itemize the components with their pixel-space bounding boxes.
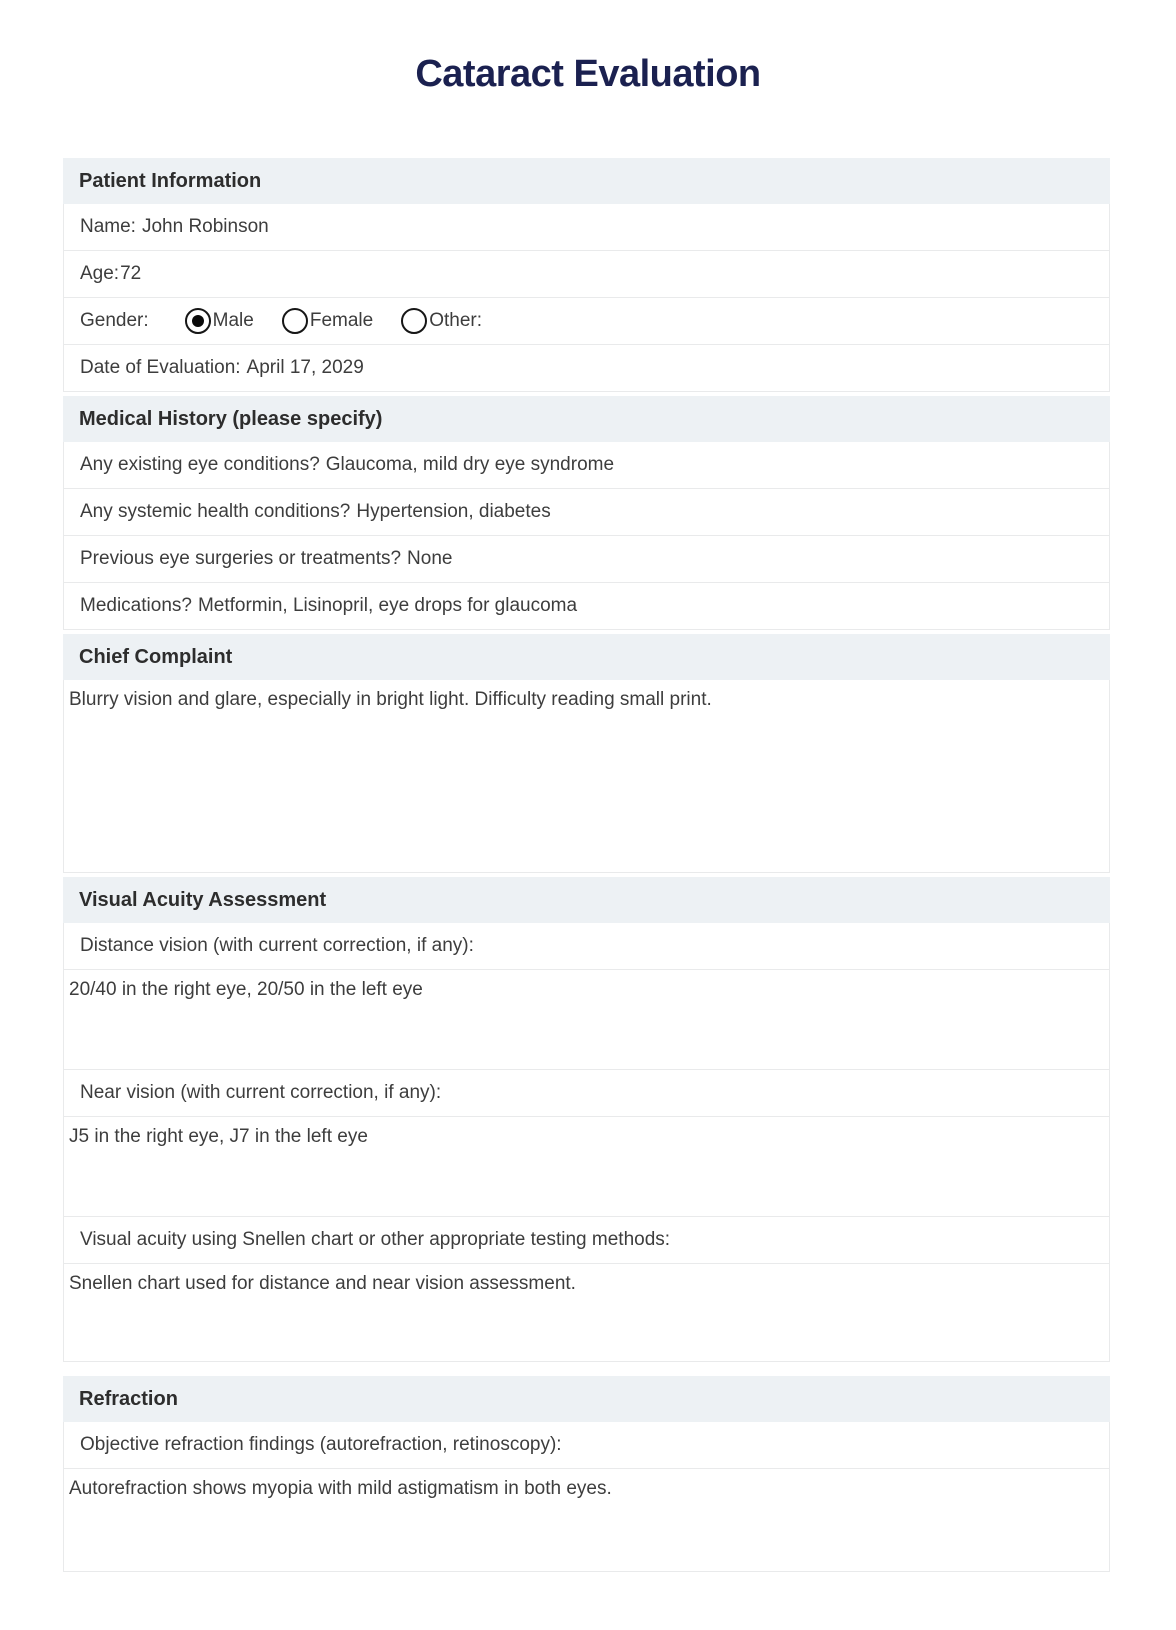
row-previous-surgeries	[63, 536, 1110, 583]
row-snellen-label	[63, 1217, 1110, 1264]
section-header-chief-complaint: Chief Complaint	[63, 634, 1110, 680]
radio-other[interactable]	[401, 308, 427, 334]
distance-vision-textarea[interactable]: 20/40 in the right eye, 20/50 in the left eye	[63, 970, 1110, 1070]
age-value[interactable]: 72	[120, 263, 142, 284]
gender-option-male	[185, 308, 254, 334]
snellen-method-label: Visual acuity using Snellen chart or other appropriate testing methods:	[80, 1229, 671, 1250]
gender-option-other	[401, 308, 482, 334]
radio-male-label: Male	[212, 310, 254, 331]
radio-male[interactable]	[185, 308, 211, 334]
row-medications	[63, 583, 1110, 630]
name-label: Name:	[80, 216, 136, 237]
radio-other-label: Other:	[429, 310, 483, 331]
medications-answer[interactable]: Metformin, Lisinopril, eye drops for glaucoma	[197, 595, 578, 616]
eye-conditions-question: Any existing eye conditions?	[80, 454, 320, 475]
systemic-conditions-answer[interactable]: Hypertension, diabetes	[356, 501, 551, 522]
section-header-visual-acuity: Visual Acuity Assessment	[63, 877, 1110, 923]
row-eye-conditions	[63, 442, 1110, 489]
row-age	[63, 251, 1110, 298]
chief-complaint-textarea[interactable]: Blurry vision and glare, especially in bright light. Difficulty reading small print.	[63, 680, 1110, 873]
systemic-conditions-question: Any systemic health conditions?	[80, 501, 351, 522]
near-vision-textarea[interactable]: J5 in the right eye, J7 in the left eye	[63, 1117, 1110, 1217]
medications-question: Medications?	[80, 595, 192, 616]
row-evaluation-date	[63, 345, 1110, 392]
section-header-patient-information: Patient Information	[63, 158, 1110, 204]
objective-refraction-label: Objective refraction findings (autorefraction, retinoscopy):	[80, 1434, 562, 1455]
row-systemic-conditions	[63, 489, 1110, 536]
cataract-evaluation-form	[63, 158, 1110, 1572]
row-distance-vision-label	[63, 923, 1110, 970]
gender-option-female	[282, 308, 373, 334]
row-objective-refraction-label	[63, 1422, 1110, 1469]
near-vision-label: Near vision (with current correction, if any):	[80, 1082, 442, 1103]
page-title: Cataract Evaluation	[415, 53, 761, 95]
section-header-refraction: Refraction	[63, 1376, 1110, 1422]
radio-female-label: Female	[309, 310, 374, 331]
previous-surgeries-question: Previous eye surgeries or treatments?	[80, 548, 402, 569]
radio-female[interactable]	[282, 308, 308, 334]
row-name	[63, 204, 1110, 251]
objective-refraction-textarea[interactable]: Autorefraction shows myopia with mild astigmatism in both eyes.	[63, 1469, 1110, 1572]
evaluation-date-label: Date of Evaluation:	[80, 357, 241, 378]
distance-vision-label: Distance vision (with current correction, if any):	[80, 935, 474, 956]
eye-conditions-answer[interactable]: Glaucoma, mild dry eye syndrome	[325, 454, 615, 475]
radio-selected-dot	[192, 315, 204, 327]
snellen-method-textarea[interactable]: Snellen chart used for distance and near vision assessment.	[63, 1264, 1110, 1362]
age-label: Age:	[80, 263, 120, 284]
gender-label: Gender:	[80, 310, 149, 331]
evaluation-date-value[interactable]: April 17, 2029	[246, 357, 364, 378]
previous-surgeries-answer[interactable]: None	[407, 548, 453, 569]
row-near-vision-label	[63, 1070, 1110, 1117]
section-header-medical-history: Medical History (please specify)	[63, 396, 1110, 442]
row-gender	[63, 298, 1110, 345]
name-value[interactable]: John Robinson	[141, 216, 269, 237]
